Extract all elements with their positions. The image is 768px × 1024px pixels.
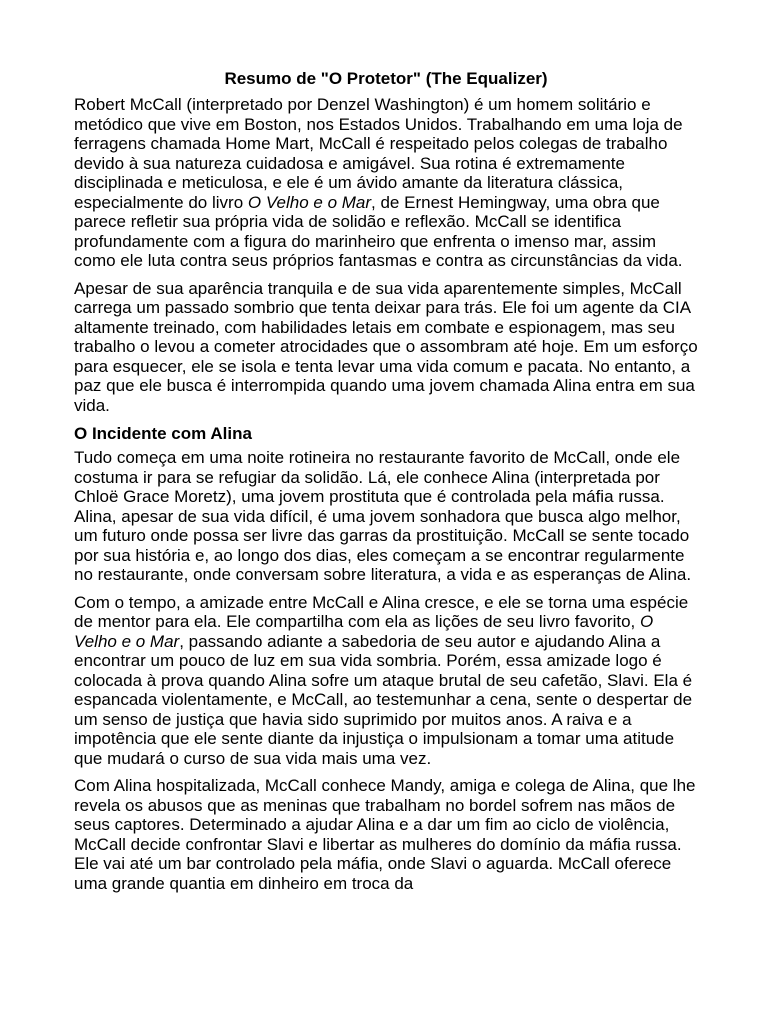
paragraph-text: , passando adiante a sabedoria de seu autor e ajudando Alina a encontrar um pouco de luz em sua vida sombria. Porém, essa amizade logo é colocada à prova quando Alina sofre um ataque brutal de seu cafetão, Slavi. Ela é espancada violentamente, e McCall, ao testemunhar a cena, sente o despertar de um senso de justiça que havia sido suprimido por muitos anos. A raiva e a impotência que ele sente diante da injustiça o impulsionam a tomar uma atitude que mudará o curso de sua vida mais uma vez. (74, 631, 693, 768)
paragraph-text: , de Ernest Hemingway, uma obra que parece refletir sua própria vida de solidão e reflexão. McCall se identifica profundamente com a figura do marinheiro que enfrenta o imenso mar, assim como ele luta contra seus próprios fantasmas e contra as circunstâncias da vida. (74, 192, 683, 270)
paragraph-friendship (74, 593, 698, 769)
paragraph-text: Com o tempo, a amizade entre McCall e Alina cresce, e ele se torna uma espécie de mentor para ela. Ele compartilha com ela as lições de seu livro favorito, (74, 592, 689, 631)
section-heading: O Incidente com Alina (74, 424, 252, 443)
paragraph-intro (74, 95, 698, 271)
paragraph-meeting: Tudo começa em uma noite rotineira no restaurante favorito de McCall, onde ele costuma ir para se refugiar da solidão. Lá, ele conhece Alina (interpretada por Chloë Grace Moretz), uma jovem prostituta que é controlada pela máfia russa. Alina, apesar de sua vida difícil, é uma jovem sonhadora que busca algo melhor, um futuro onde possa ser livre das garras da prostituição. McCall se sente tocado por sua história e, ao longo dos dias, eles começam a se encontrar regularmente no restaurante, onde conversam sobre literatura, a vida e as esperanças de Alina. (74, 448, 692, 584)
paragraph-past: Apesar de sua aparência tranquila e de sua vida aparentemente simples, McCall carrega um passado sombrio que tenta deixar para trás. Ele foi um agente da CIA altamente treinado, com habilidades letais em combate e espionagem, mas seu trabalho o levou a cometer atrocidades que o assombram até hoje. Em um esforço para esquecer, ele se isola e tenta levar uma vida comum e pacata. No entanto, a paz que ele busca é interrompida quando uma jovem chamada Alina entra em sua vida. (74, 278, 698, 415)
paragraph-text: Robert McCall (interpretado por Denzel Washington) é um homem solitário e metódico que vive em Boston, nos Estados Unidos. Trabalhando em uma loja de ferragens chamada Home Mart, McCall é respeitado pelos colegas de trabalho devido à sua natureza cuidadosa e amigável. Sua rotina é extremamente disciplinada e meticulosa, e ele é um ávido amante da literatura clássica, especialmente do livro (74, 95, 683, 212)
paragraph-confrontation: Com Alina hospitalizada, McCall conhece Mandy, amiga e colega de Alina, que lhe revela os abusos que as meninas que trabalham no bordel sofrem nas mãos de seus captores. Determinado a ajudar Alina e a dar um fim ao ciclo de violência, McCall decide confrontar Slavi e libertar as mulheres do domínio da máfia russa. Ele vai até um bar controlado pela máfia, onde Slavi o aguarda. McCall oferece uma grande quantia em dinheiro em troca da (74, 776, 696, 893)
document-title: Resumo de "O Protetor" (The Equalizer) (224, 69, 548, 88)
document-page (74, 68, 698, 901)
book-title: O Velho e o Mar (74, 612, 654, 651)
book-title: O Velho e o Mar (247, 192, 372, 212)
